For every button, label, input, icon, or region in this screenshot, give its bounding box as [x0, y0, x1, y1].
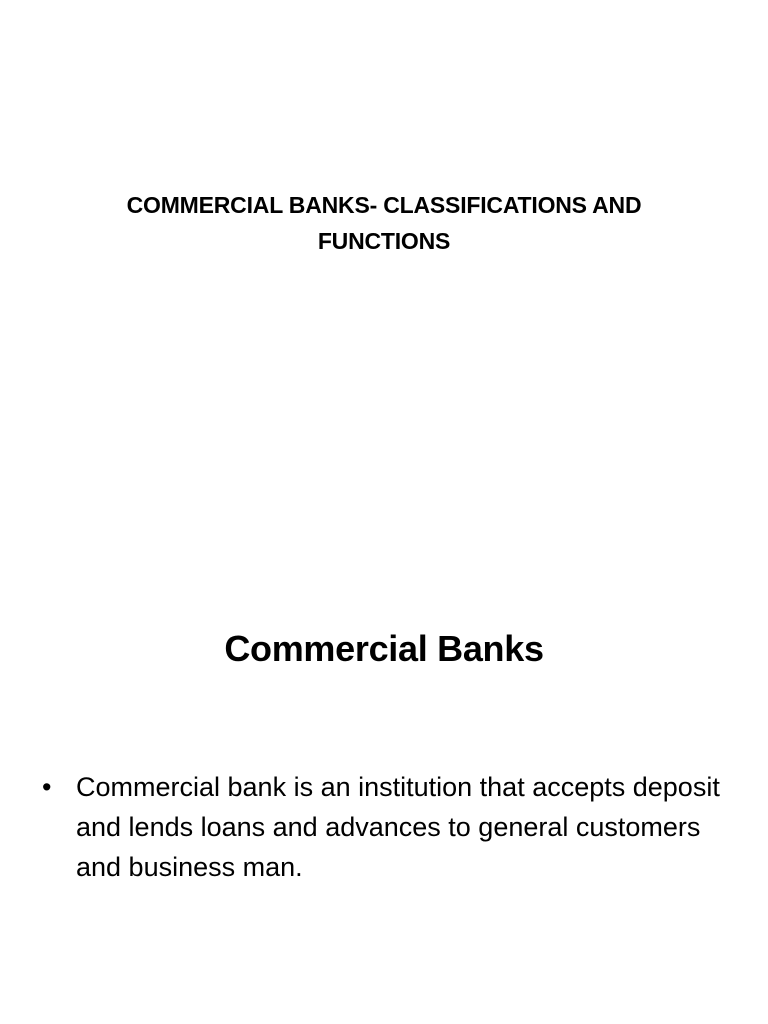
- bullet-text: Commercial bank is an institution that accepts deposit and lends loans and advances to general customers and business man.: [76, 772, 720, 882]
- bullet-item: [40, 767, 730, 887]
- slide-heading: Commercial Banks: [224, 628, 544, 669]
- bullet-marker: •: [42, 772, 52, 802]
- slide-2: [0, 512, 768, 1024]
- slide-title: COMMERCIAL BANKS- CLASSIFICATIONS AND FUNCTIONS: [126, 192, 642, 254]
- bullet-list: [40, 767, 730, 887]
